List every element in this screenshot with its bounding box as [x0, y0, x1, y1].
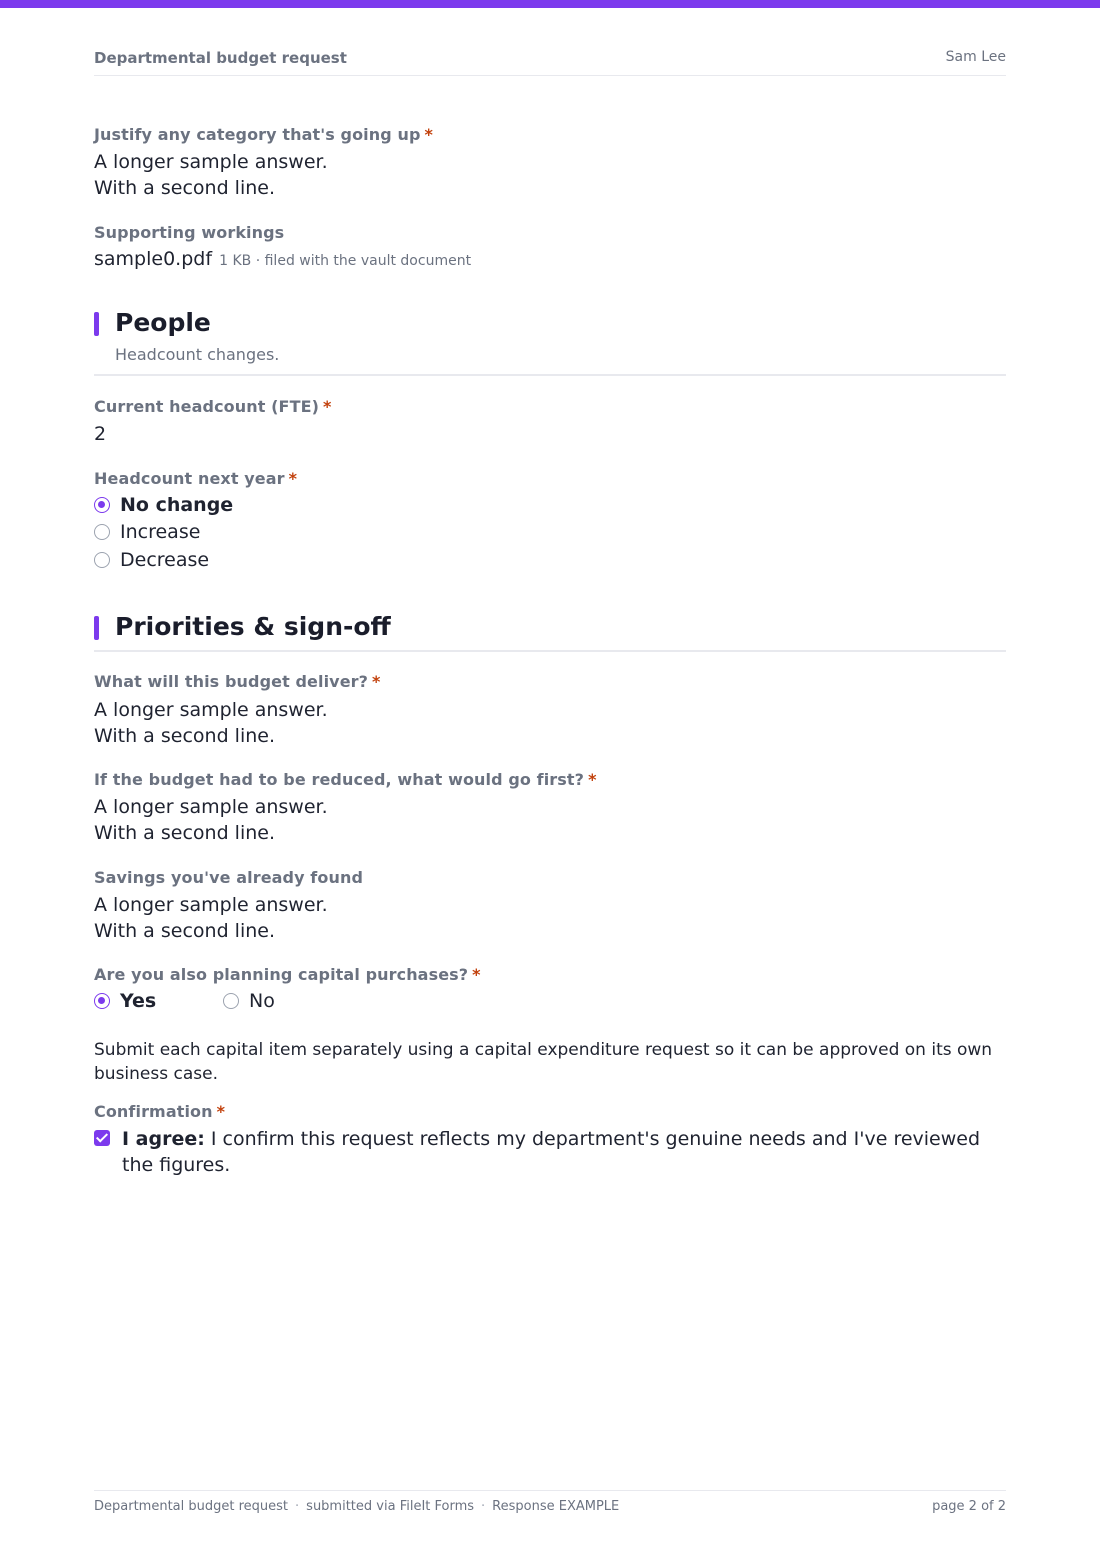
required-marker: * [216, 1102, 226, 1121]
answer-line: A longer sample answer. [94, 699, 328, 721]
footer-info [94, 1499, 619, 1514]
question-label-capital [94, 965, 481, 984]
question-label-savings [94, 868, 363, 887]
question-label-justify [94, 125, 433, 144]
answer-line: A longer sample answer. [94, 151, 328, 173]
question-label-text: Current headcount (FTE) [94, 397, 320, 416]
checkbox-checked-icon[interactable] [94, 1130, 110, 1146]
page-number: page 2 of 2 [932, 1499, 1006, 1514]
response-page [94, 0, 1006, 1556]
question-label-text: Savings you've already found [94, 868, 363, 887]
file-meta: 1 KB · filed with the vault document [219, 253, 472, 269]
answer-deliver [94, 697, 328, 749]
radio-option-yes[interactable] [94, 990, 156, 1012]
section-divider [94, 650, 1006, 652]
question-label-text: Justify any category that's going up [94, 125, 421, 144]
footer-separator: · [295, 1499, 300, 1514]
radio-label: Decrease [120, 549, 210, 571]
footer-response: Response EXAMPLE [492, 1499, 620, 1514]
required-marker: * [323, 397, 332, 416]
question-label-headcount-next-year [94, 469, 297, 488]
radio-label: Yes [120, 990, 157, 1012]
footer-submitted-via: submitted via FileIt Forms [306, 1499, 475, 1514]
answer-line: With a second line. [94, 920, 275, 942]
answer-current-headcount: 2 [94, 423, 107, 445]
answer-line: With a second line. [94, 177, 275, 199]
radio-option-no-change[interactable] [94, 494, 233, 516]
answer-line: A longer sample answer. [94, 796, 328, 818]
answer-line: With a second line. [94, 822, 275, 844]
file-name-link[interactable]: sample0.pdf [94, 248, 213, 270]
required-marker: * [372, 672, 381, 691]
section-divider [94, 374, 1006, 376]
required-marker: * [472, 965, 481, 984]
capital-note: Submit each capital item separately using a capital expenditure request so it can be approved on its own business case. [94, 1040, 993, 1084]
confirmation-strong: I agree: [122, 1128, 205, 1150]
answer-savings [94, 892, 328, 944]
radio-label: No [249, 990, 275, 1012]
section-accent-bar [94, 616, 99, 640]
radio-label: Increase [120, 521, 201, 543]
answer-reduced [94, 794, 328, 846]
question-label-deliver [94, 672, 381, 691]
confirmation-checkbox-row[interactable] [94, 1126, 1006, 1180]
section-title: Priorities & sign-off [115, 612, 391, 641]
answer-line: A longer sample answer. [94, 894, 328, 916]
radio-option-decrease[interactable] [94, 549, 209, 571]
radio-selected-icon [94, 993, 110, 1009]
answer-justify [94, 149, 328, 201]
footer-separator: · [481, 1499, 486, 1514]
question-label-current-headcount [94, 397, 332, 416]
required-marker: * [588, 770, 597, 789]
section-subtitle: Headcount changes. [115, 345, 280, 364]
required-marker: * [288, 469, 298, 488]
section-title: People [115, 308, 211, 337]
form-title: Departmental budget request [94, 49, 347, 67]
section-priorities [94, 612, 1006, 654]
radio-option-increase[interactable] [94, 521, 200, 543]
question-label-text: Supporting workings [94, 223, 285, 242]
required-marker: * [424, 125, 433, 144]
question-label-confirmation [94, 1102, 225, 1121]
radio-option-no[interactable] [223, 990, 275, 1012]
file-attachment [94, 248, 471, 270]
question-label-text: Are you also planning capital purchases? [94, 965, 469, 984]
question-label-supporting [94, 223, 284, 242]
radio-empty-icon [94, 524, 110, 540]
page-header [94, 48, 1006, 76]
question-label-text: Headcount next year [94, 469, 285, 488]
footer-form-title: Departmental budget request [94, 1499, 289, 1514]
section-accent-bar [94, 312, 99, 336]
user-name: Sam Lee [945, 49, 1006, 65]
page-footer [94, 1490, 1006, 1520]
radio-empty-icon [223, 993, 239, 1009]
question-label-text: What will this budget deliver? [94, 672, 369, 691]
confirmation-text [122, 1126, 1006, 1178]
question-label-text: If the budget had to be reduced, what would go first? [94, 770, 585, 789]
section-people [94, 308, 1006, 378]
answer-line: With a second line. [94, 725, 275, 747]
confirmation-statement: I confirm this request reflects my department's genuine needs and I've reviewed the figures. [122, 1128, 981, 1176]
question-label-text: Confirmation [94, 1102, 213, 1121]
question-label-reduced [94, 770, 597, 789]
radio-selected-icon [94, 497, 110, 513]
radio-label: No change [120, 494, 234, 516]
radio-empty-icon [94, 552, 110, 568]
